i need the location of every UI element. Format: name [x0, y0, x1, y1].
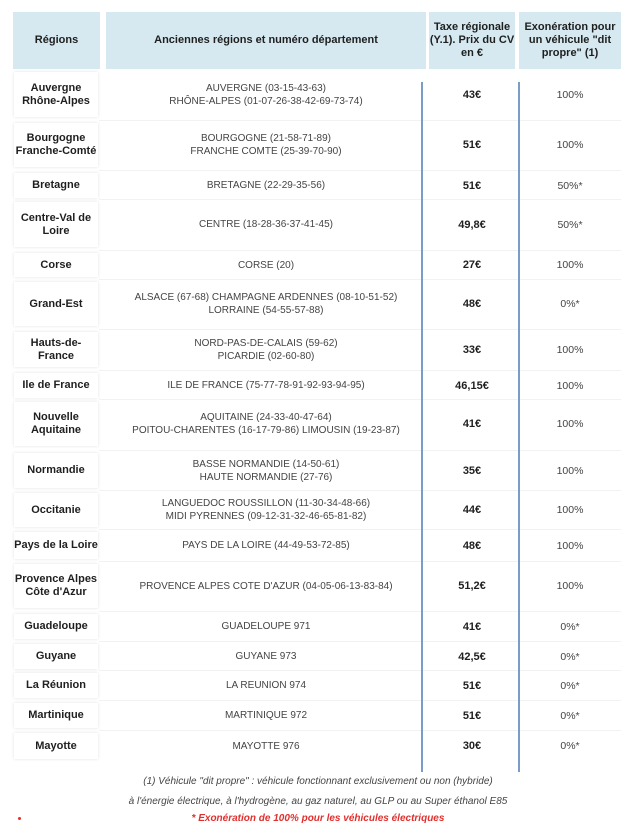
exoneration-value: 0%*	[560, 679, 580, 692]
anciennes-line: MIDI PYRENNES (09-12-31-32-46-65-81-82)	[165, 511, 367, 522]
anciennes-line: POITOU-CHARENTES (16-17-79-86) LIMOUSIN (19-23-87)	[132, 425, 400, 436]
region-name: Provence Alpes Côte d'Azur	[14, 564, 98, 608]
row-divider	[99, 641, 621, 642]
region-name: Pays de la Loire	[14, 532, 98, 559]
row-divider	[99, 611, 621, 612]
anciennes-regions	[106, 202, 426, 247]
anciennes-line: MAYOTTE 976	[232, 740, 300, 752]
taxe-value: 51€	[462, 179, 482, 192]
row-divider	[99, 329, 621, 330]
anciennes-line: HAUTE NORMANDIE (27-76)	[199, 471, 333, 483]
table-row	[13, 253, 621, 277]
row-divider	[99, 199, 621, 200]
taxe-value: 46,15€	[455, 379, 489, 392]
anciennes-line: BRETAGNE (22-29-35-56)	[206, 180, 326, 191]
row-divider	[99, 670, 621, 671]
exoneration-value: 100%	[556, 259, 584, 271]
table-row	[13, 173, 621, 198]
taxe-value: 42,5€	[458, 650, 486, 663]
anciennes-regions	[106, 373, 426, 398]
row-divider	[99, 120, 621, 121]
table-row	[13, 373, 621, 398]
table-row	[13, 733, 621, 759]
anciennes-regions	[106, 332, 426, 367]
region-name: Bourgogne Franche-Comté	[14, 123, 98, 167]
taxe-value: 27€	[462, 259, 482, 271]
exoneration-value: 100%	[556, 539, 584, 552]
anciennes-line: BOURGOGNE (21-58-71-89)	[200, 133, 332, 144]
region-name: La Réunion	[14, 673, 98, 698]
table-row	[13, 282, 621, 326]
anciennes-regions	[106, 282, 426, 326]
anciennes-regions	[106, 253, 426, 277]
anciennes-regions	[106, 703, 426, 728]
region-name: Bretagne	[14, 173, 98, 198]
anciennes-regions	[106, 402, 426, 446]
anciennes-line: LORRAINE (54-55-57-88)	[208, 305, 324, 316]
taxe-value: 51€	[462, 709, 482, 722]
exoneration-value: 100%	[556, 139, 584, 151]
footnote-line-1: (1) Véhicule "dit propre" : véhicule fonctionnant exclusivement ou non (hybride)	[143, 776, 493, 787]
region-name: Occitanie	[14, 493, 98, 527]
region-name: Nouvelle Aquitaine	[14, 402, 98, 446]
region-name: Normandie	[14, 453, 98, 488]
anciennes-line: CORSE (20)	[237, 259, 295, 271]
table-row	[13, 123, 621, 167]
anciennes-regions	[106, 453, 426, 488]
table-header	[13, 12, 621, 69]
table-row	[13, 72, 621, 117]
region-name: Mayotte	[14, 733, 98, 759]
exoneration-value: 100%	[556, 379, 584, 392]
region-name: Hauts-de-France	[14, 332, 98, 367]
row-divider	[99, 170, 621, 171]
taxe-value: 48€	[462, 539, 482, 552]
anciennes-line: ILE DE FRANCE (75-77-78-91-92-93-94-95)	[167, 380, 365, 391]
anciennes-line: AQUITAINE (24-33-40-47-64)	[200, 412, 332, 423]
exoneration-value: 0%*	[560, 650, 580, 663]
anciennes-line: GUADELOUPE 971	[221, 621, 311, 632]
exoneration-value: 0%*	[560, 740, 580, 752]
table-row	[13, 532, 621, 559]
taxe-value: 41€	[462, 418, 482, 430]
region-name: Centre-Val de Loire	[14, 202, 98, 247]
anciennes-line: BASSE NORMANDIE (14-50-61)	[192, 458, 340, 470]
anciennes-line: LA REUNION 974	[225, 680, 307, 691]
row-divider	[99, 700, 621, 701]
exoneration-value: 100%	[556, 580, 584, 592]
region-name: Corse	[14, 253, 98, 277]
anciennes-line: FRANCHE COMTE (25-39-70-90)	[190, 146, 342, 157]
anciennes-regions	[106, 733, 426, 759]
exoneration-value: 0%*	[560, 709, 580, 722]
anciennes-line: PICARDIE (02-60-80)	[217, 350, 315, 362]
table-row	[13, 453, 621, 488]
anciennes-line: CENTRE (18-28-36-37-41-45)	[199, 219, 333, 230]
anciennes-line: MARTINIQUE 972	[224, 710, 308, 721]
taxe-value: 49,8€	[458, 218, 486, 231]
row-divider	[99, 450, 621, 451]
exoneration-value: 100%	[556, 343, 584, 356]
anciennes-regions	[106, 123, 426, 167]
exoneration-value: 100%	[556, 418, 584, 430]
region-name: Guyane	[14, 644, 98, 669]
taxe-value: 41€	[462, 620, 482, 633]
row-divider	[99, 490, 621, 491]
anciennes-regions	[106, 564, 426, 608]
column-divider	[421, 82, 423, 772]
anciennes-line: PROVENCE ALPES COTE D'AZUR (04-05-06-13-83-84)	[139, 580, 393, 592]
anciennes-line: ALSACE (67-68) CHAMPAGNE ARDENNES (08-10-51-52)	[134, 292, 398, 303]
table-row	[13, 402, 621, 446]
taxe-value: 43€	[462, 88, 482, 101]
row-divider	[99, 561, 621, 562]
anciennes-line: RHÔNE-ALPES (01-07-26-38-42-69-73-74)	[169, 95, 363, 107]
anciennes-line: LANGUEDOC ROUSSILLON (11-30-34-48-66)	[161, 498, 371, 509]
header-taxe: Taxe régionale (Y.1). Prix du CV en €	[429, 12, 515, 69]
anciennes-line: NORD-PAS-DE-CALAIS (59-62)	[194, 337, 338, 349]
footnote-electric: * Exonération de 100% pour les véhicules électriques	[191, 813, 445, 824]
anciennes-regions	[106, 493, 426, 527]
anciennes-line: PAYS DE LA LOIRE (44-49-53-72-85)	[182, 540, 350, 551]
exoneration-value: 100%	[556, 88, 584, 101]
anciennes-regions	[106, 72, 426, 117]
anciennes-regions	[106, 614, 426, 639]
region-name: Guadeloupe	[14, 614, 98, 639]
table-row	[13, 614, 621, 639]
taxe-value: 51,2€	[458, 580, 486, 592]
column-divider	[518, 82, 520, 772]
header-regions: Régions	[13, 12, 100, 69]
anciennes-regions	[106, 644, 426, 669]
exoneration-value: 50%*	[557, 179, 583, 192]
taxe-value: 51€	[462, 139, 482, 151]
taxe-value: 48€	[462, 298, 482, 310]
table-row	[13, 644, 621, 669]
exoneration-value: 50%*	[557, 218, 583, 231]
row-divider	[99, 399, 621, 400]
taxe-value: 51€	[462, 679, 482, 692]
exoneration-value: 0%*	[560, 620, 580, 633]
header-exoneration: Exonération pour un véhicule "dit propre" (1)	[519, 12, 621, 69]
region-name: Grand-Est	[14, 282, 98, 326]
taxe-value: 33€	[462, 343, 482, 356]
anciennes-regions	[106, 532, 426, 559]
exoneration-value: 100%	[556, 464, 584, 477]
exoneration-value: 100%	[556, 504, 584, 516]
anciennes-regions	[106, 673, 426, 698]
anciennes-line: GUYANE 973	[235, 651, 297, 662]
table-row	[13, 703, 621, 728]
anciennes-regions	[106, 173, 426, 198]
table-row	[13, 564, 621, 608]
anciennes-line: AUVERGNE (03-15-43-63)	[205, 82, 327, 94]
region-name: Auvergne Rhône-Alpes	[14, 72, 98, 117]
row-divider	[99, 279, 621, 280]
exoneration-value: 0%*	[560, 298, 580, 310]
row-divider	[99, 730, 621, 731]
region-name: Ile de France	[14, 373, 98, 398]
taxe-value: 35€	[462, 464, 482, 477]
taxe-value: 30€	[462, 740, 482, 752]
row-divider	[99, 529, 621, 530]
table-row	[13, 202, 621, 247]
table-row	[13, 673, 621, 698]
taxe-value: 44€	[462, 504, 482, 516]
table-row	[13, 493, 621, 527]
tax-table	[13, 12, 621, 752]
region-name: Martinique	[14, 703, 98, 728]
footnote-line-2: à l'énergie électrique, à l'hydrogène, au gaz naturel, au GLP ou au Super éthanol E85	[128, 796, 508, 807]
row-divider	[99, 250, 621, 251]
row-divider	[99, 370, 621, 371]
header-anciennes: Anciennes régions et numéro département	[106, 12, 426, 69]
table-row	[13, 332, 621, 367]
